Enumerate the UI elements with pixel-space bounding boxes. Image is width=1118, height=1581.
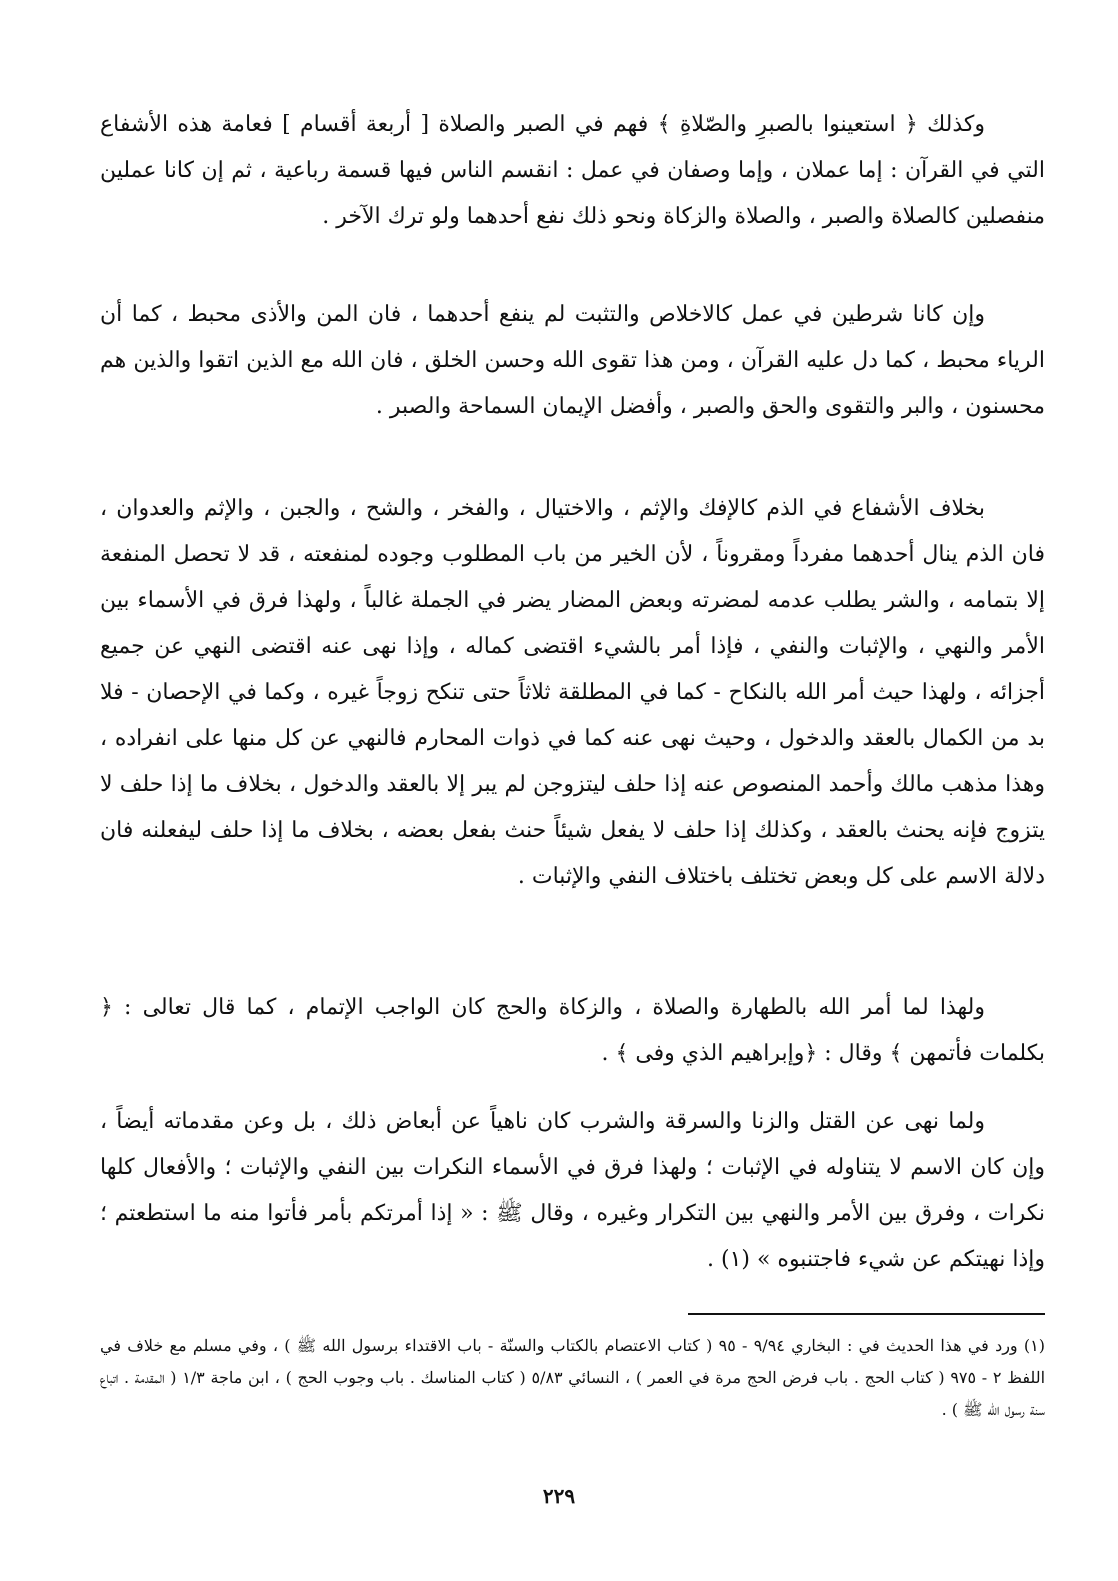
paragraph-text: ولهذا لما أمر الله بالطهارة والصلاة ، والزكاة والحج كان الواجب الإتمام ، كما قال تعالى : ﴿ بكلمات فأتمهن ﴾ وقال : ﴿وإبراهيم الذي وفى ﴾ . [100, 995, 1045, 1066]
paragraph-3 [100, 486, 1045, 900]
footnote-section [100, 1330, 1045, 1426]
footnote-divider [688, 1313, 1045, 1315]
paragraph-4 [100, 985, 1045, 1077]
paragraph-text: وكذلك ﴿ استعينوا بالصبرِ والصّلاةِ ﴾ فهم في الصبر والصلاة [ أربعة أقسام ] فعامة هذه الأشفاع التي في القرآن : إما عملان ، وإما وصفان في عمل : انقسم الناس فيها قسمة رباعية ، ثم إن كانا عملين منفصلين كالصلاة والصبر ، والصلاة والزكاة ونحو ذلك نفع أحدهما ولو ترك الآخر . [100, 112, 1045, 229]
page-number: ٢٢٩ [542, 1484, 576, 1508]
paragraph-2 [100, 292, 1045, 430]
paragraph-text: وإن كانا شرطين في عمل كالاخلاص والتثبت لم ينفع أحدهما ، فان المن والأذى محبط ، كما أن الرياء محبط ، كما دل عليه القرآن ، ومن هذا تقوى الله وحسن الخلق ، فان الله مع الذين اتقوا والذين هم محسنون ، والبر والتقوى والحق والصبر ، وأفضل الإيمان السماحة والصبر . [100, 302, 1045, 419]
paragraph-text: بخلاف الأشفاع في الذم كالإفك والإثم ، والاختيال ، والفخر ، والشح ، والجبن ، والإثم والعدوان ، فان الذم ينال أحدهما مفرداً ومقروناً ، لأن الخير من باب المطلوب وجوده لمنفعته ، قد لا تحصل المنفعة إلا بتمامه ، والشر يطلب عدمه لمضرته وبعض المضار يضر في الجملة غالباً ، ولهذا فرق في الأسماء بين الأمر والنهي ، والإثبات والنفي ، فإذا أمر بالشيء اقتضى كماله ، وإذا نهى عنه اقتضى النهي عن جميع أجزائه ، ولهذا حيث أمر الله بالنكاح - كما في المطلقة ثلاثاً حتى تنكح زوجاً غيره ، وكما في الإحصان - فلا بد من الكمال بالعقد والدخول ، وحيث نهى عنه كما في ذوات المحارم فالنهي عن كل منها على انفراده ، وهذا مذهب مالك وأحمد المنصوص عنه إذا حلف ليتزوجن لم يبر إلا بالعقد والدخول ، بخلاف ما إذا حلف لا يتزوج فإنه يحنث بالعقد ، وكذلك إذا حلف لا يفعل شيئاً حنث بفعل بعضه ، بخلاف ما إذا حلف ليفعلنه فان دلالة الاسم على كل وبعض تختلف باختلاف النفي والإثبات . [100, 496, 1046, 889]
footnote-1: (١) ورد في هذا الحديث في : البخاري ٩/٩٤ - ٩٥ ( كتاب الاعتصام بالكتاب والسنّة - باب الاقتداء برسول الله ﷺ ) ، وفي مسلم مع خلاف في اللفظ ٢ - ٩٧٥ ( كتاب الحج . باب فرض الحج مرة في العمر ) ، النسائي ٥/٨٣ ( كتاب المناسك . باب وجوب الحج ) ، ابن ماجة ١/٣ ( المقدمة . اتباع سنة رسول الله ﷺ ) . [100, 1336, 1046, 1419]
paragraph-5 [100, 1099, 1045, 1283]
paragraph-1 [100, 102, 1045, 240]
paragraph-text: ولما نهى عن القتل والزنا والسرقة والشرب كان ناهياً عن أبعاض ذلك ، بل وعن مقدماته أيضاً ، وإن كان الاسم لا يتناوله في الإثبات ؛ ولهذا فرق في الأسماء النكرات بين النفي والإثبات ؛ والأفعال كلها نكرات ، وفرق بين الأمر والنهي بين التكرار وغيره ، وقال ﷺ : « إذا أمرتكم بأمر فأتوا منه ما استطعتم ؛ وإذا نهيتكم عن شيء فاجتنبوه » (١) . [100, 1109, 1045, 1272]
